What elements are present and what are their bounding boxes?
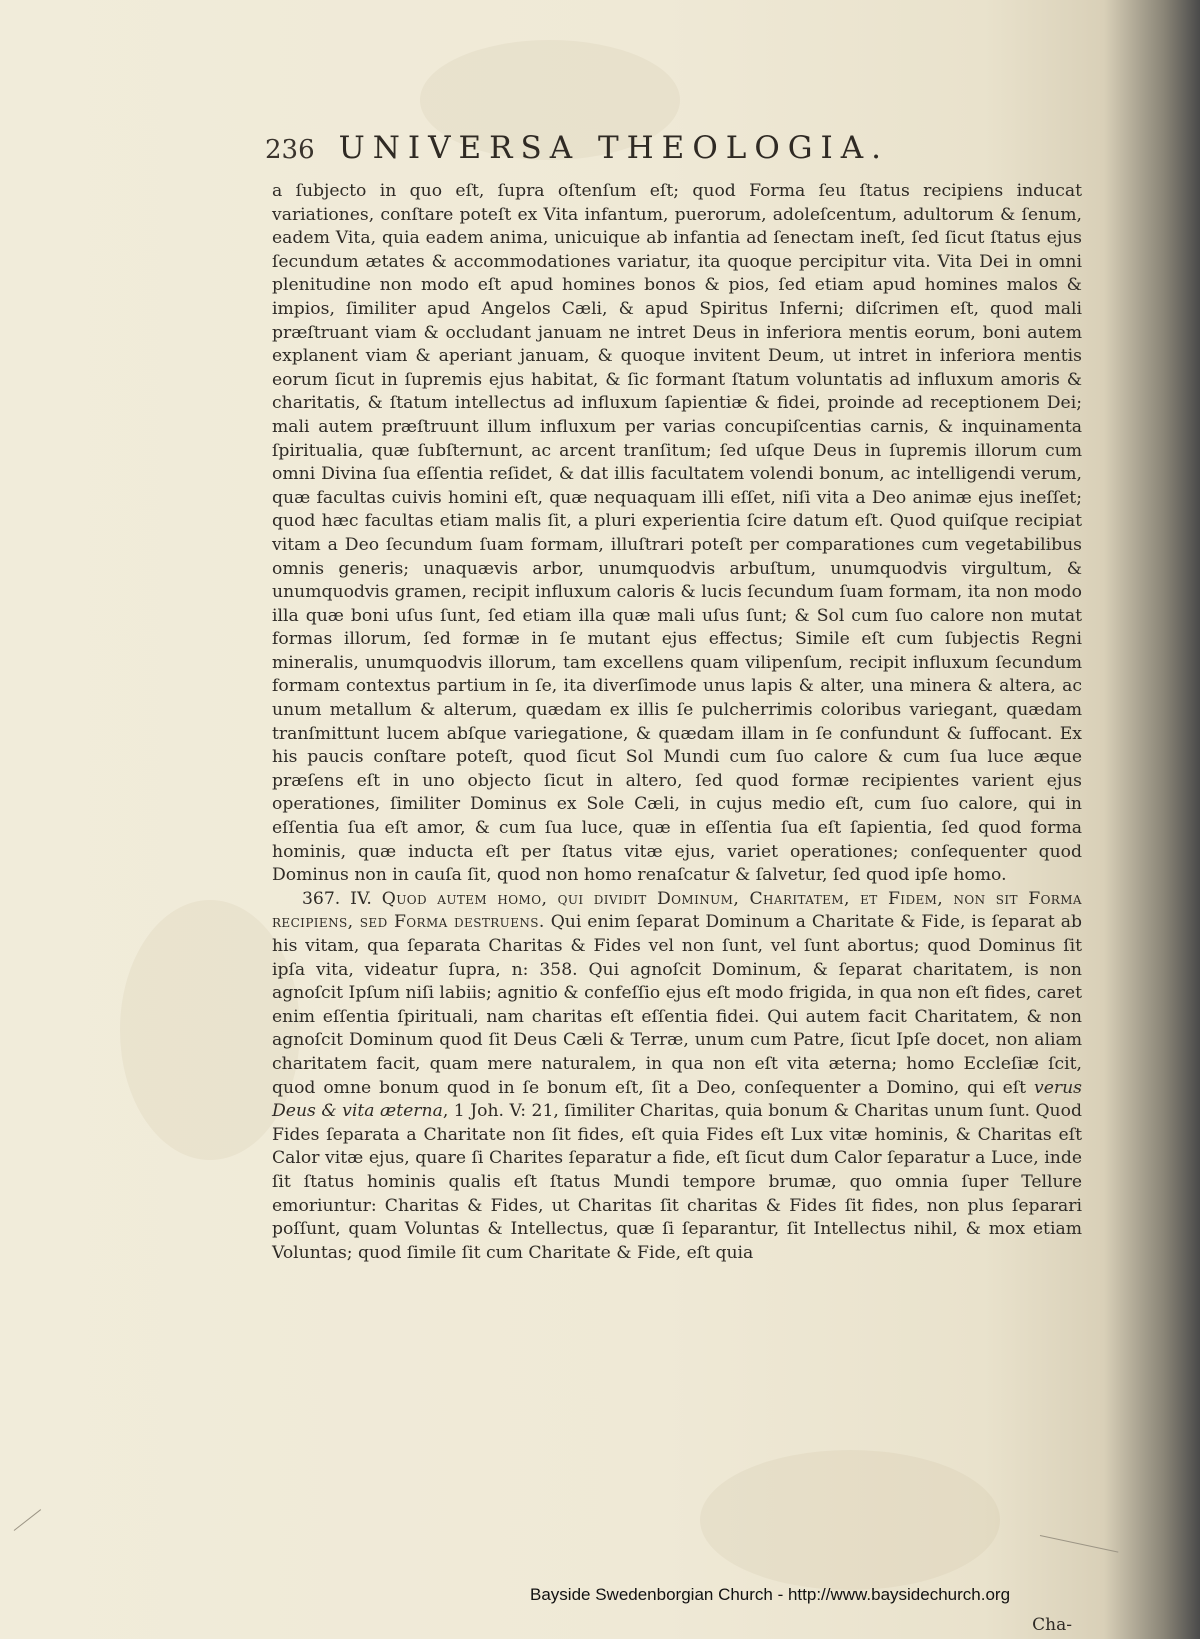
page-header xyxy=(265,130,1025,166)
page-number: 236 xyxy=(265,135,315,165)
paragraph-2-text-b: , 1 Joh. V: 21, ſimiliter Charitas, quia bonum & Charitas unum ſunt. Quod Fides ſeparata a Charitate non ſit fides, eſt quia Fides eſt Lux vitæ hominis, & Charitas eſt Calor vitæ ejus, quare ſi Charites ſeparatur a fide, eſt ſicut dum Calor ſeparatur a Luce, inde ſit ſtatus hominis qualis eſt ſtatus Mundi tempore brumæ, quo omnia ſuper Tellure emoriuntur: Charitas & Fides, ut Charitas ſit charitas & Fides ſit fides, non plus ſeparari poſſunt, quam Voluntas & Intellectus, quæ ſi ſeparantur, ſit Intellectus nihil, & mox etiam Voluntas; quod ſimile ſit cum Charitate & Fide, eſt quia xyxy=(272,1101,1082,1263)
paragraph-1: a ſubjecto in quo eſt, ſupra oſtenſum eſt; quod Forma ſeu ſtatus recipiens inducat variationes, conſtare poteſt ex Vita infantum, puerorum, adoleſcentum, adultorum & ſenum, eadem Vita, quia eadem anima, unicuique ab infantia ad ſenectam ineſt, ſed ſicut ſtatus ejus ſecundum ætates & accommodationes variatur, ita quoque percipitur vita. Vita Dei in omni plenitudine non modo eſt apud homines bonos & pios, ſed etiam apud homines malos & impios, ſimiliter apud Angelos Cæli, & apud Spiritus Inferni; diſcrimen eſt, quod mali præſtruant viam & occludant januam ne intret Deus in inferiora mentis eorum, boni autem explanent viam & aperiant januam, & quoque invitent Deum, ut intret in inferiora mentis eorum ſicut in ſupremis ejus habitat, & ſic formant ſtatum voluntatis ad influxum amoris & charitatis, & ſtatum intellectus ad influxum ſapientiæ & fidei, proinde ad receptionem Dei; mali autem præſtruunt illum influxum per varias concupiſcentias carnis, & inquinamenta ſpiritualia, quæ ſubſternunt, ac arcent tranſitum; ſed uſque Deus in ſupremis illorum cum omni Divina ſua eſſentia reſidet, & dat illis facultatem volendi bonum, ac intelligendi verum, quæ facultas cuivis homini eſt, quæ nequaquam illi eſſet, niſi vita a Deo animæ ejus ineſſet; quod hæc facultas etiam malis ſit, a pluri experientia ſcire datum eſt. Quod quiſque recipiat vitam a Deo ſecundum ſuam formam, illuſtrari poteſt per comparationes cum vegetabilibus omnis generis; unaquævis arbor, unumquodvis arbuſtum, unumquodvis virgultum, & unumquodvis gramen, recipit influxum caloris & lucis ſecundum ſuam formam, ita non modo illa quæ boni uſus ſunt, ſed etiam illa quæ mali uſus ſunt; & Sol cum ſuo calore non mutat formas illorum, ſed formæ in ſe mutant ejus effectus; Simile eſt cum ſubjectis Regni mineralis, unumquodvis illorum, tam excellens quam vilipenſum, recipit influxum ſecundum formam contextus partium in ſe, ita diverſimode unus lapis & alter, una minera & altera, ac unum metallum & alterum, quædam ex illis ſe pulcherrimis coloribus variegant, quædam tranſmittunt lucem abſque variegatione, & quædam illam in ſe confundunt & ſuffocant. Ex his paucis conſtare poteſt, quod ſicut Sol Mundi cum ſuo calore & cum ſua luce æque præſens eſt in uno objecto ſicut in altero, ſed quod formæ recipientes varient ejus operationes, ſimiliter Dominus ex Sole Cæli, in cujus medio eſt, cum ſuo calore, qui in eſſentia ſua eſt amor, & cum ſua luce, quæ in eſſentia ſua eſt ſapientia, ſed quod forma hominis, quæ inducta eſt per ſtatus vitæ ejus, variet operationes; conſequenter quod Dominus non in cauſa ſit, quod non homo renaſcatur & ſalvetur, ſed quod ipſe homo. xyxy=(272,181,1082,886)
catchword: Cha- xyxy=(1032,1615,1072,1635)
watermark: Bayside Swedenborgian Church - http://www.baysidechurch.org xyxy=(530,1585,1011,1604)
paper-stain xyxy=(700,1450,1000,1590)
body-text xyxy=(272,180,1082,1265)
paper-mark xyxy=(1040,1535,1118,1553)
paragraph-number: 367. IV. xyxy=(302,888,372,909)
running-title: UNIVERSA THEOLOGIA. xyxy=(338,130,889,166)
paragraph-2-text-a: Qui enim ſeparat Dominum a Charitate & Fide, is ſeparat ab his vitam, qua ſeparata Charitas & Fides vel non ſunt, vel ſunt abortus; quod Dominus ſit ipſa vita, videatur ſupra, n: 358. Qui agnoſcit Dominum, & ſeparat charitatem, is non agnoſcit Ipſum niſi labiis; agnitio & confeſſio ejus eſt modo frigida, in qua non eſt fides, caret enim eſſentia ſpirituali, nam charitas eſt eſſentia fidei. Qui autem facit Charitatem, & non agnoſcit Dominum quod ſit Deus Cæli & Terræ, unum cum Patre, ſicut Ipſe docet, non aliam charitatem facit, quam mere naturalem, in qua non eſt vita æterna; homo Eccleſiæ ſcit, quod omne bonum quod in ſe bonum eſt, ſit a Deo, conſequenter a Domino, qui eſt xyxy=(272,912,1082,1098)
section-heading: Quod autem homo, qui dividit Dominum, Charitatem, et Fidem, non sit Forma recipiens, sed Forma destruens. xyxy=(272,888,1082,933)
paper-mark xyxy=(14,1509,41,1531)
paragraph-2 xyxy=(272,888,1082,1266)
italic-quote: verus Deus & vita æterna xyxy=(272,1077,1082,1122)
